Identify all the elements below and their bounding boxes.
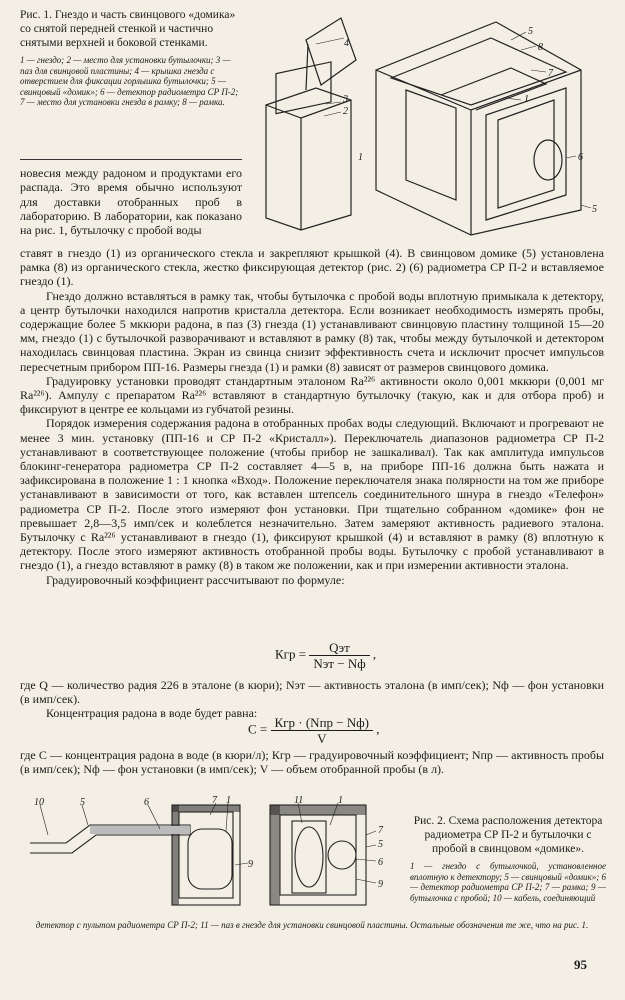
fig2-label-1: 1 bbox=[226, 795, 231, 806]
fig1-label-7: 7 bbox=[548, 68, 553, 79]
figure-1-caption-title: Рис. 1. Гнездо и часть свинцового «домика» со снятой передней стенкой и частично снятыми верхней и боковой стенками. bbox=[20, 9, 236, 49]
fig2-right-lead-wall bbox=[270, 805, 280, 905]
formula-1-denominator: Nэт − Nф bbox=[313, 656, 366, 671]
fig2-label-5: 5 bbox=[80, 797, 85, 808]
left-column-text: новесия между радоном и продуктами его распада. Это время обычно используют для доставки отобранных проб в лабораторию. В лаборатории, как показано на рис. 1, бутылочку с пробой воды bbox=[20, 166, 242, 238]
fig2-label-5r: 5 bbox=[378, 839, 383, 850]
fig1-label-5b: 5 bbox=[592, 204, 597, 215]
formula-2 bbox=[20, 715, 604, 749]
formula-1-tail: , bbox=[372, 646, 377, 662]
fig2-label-11: 11 bbox=[294, 795, 304, 806]
fig2-label-1r: 1 bbox=[338, 795, 343, 806]
concentration-intro: Концентрация радона в воде будет равна: bbox=[46, 706, 258, 721]
fig1-label-6: 6 bbox=[578, 152, 583, 163]
fig2-label-6r: 6 bbox=[378, 857, 383, 868]
formula-1-fraction bbox=[309, 640, 369, 671]
fig1-label-5: 5 bbox=[528, 26, 533, 37]
figure-1-caption-legend: 1 — гнездо; 2 — место для установки бутылочки; 3 — паз для свинцовой пластины; 4 — крышка гнезда с отверстием для фиксации горлышка бутылочки; 5 — свинцовый «домик»; 6 — детектор радиометра СР П-2; 7 — место для установки гнезда в рамку; 8 — рамка. bbox=[20, 55, 239, 108]
figure-1-caption bbox=[20, 8, 240, 108]
fig1-label-3: 3 bbox=[343, 94, 348, 105]
formula-2-numerator: Кгр · (Nпр − Nф) bbox=[271, 715, 373, 731]
page-number: 95 bbox=[574, 957, 587, 972]
formula-1 bbox=[20, 640, 604, 674]
fig2-label-10: 10 bbox=[34, 797, 44, 808]
fig1-label-1: 1 bbox=[358, 152, 363, 163]
paragraph-3: Градуировку установки проводят стандартным эталоном Ra²²⁶ активности около 0,001 мккюри (0,001 мг Ra²²⁶). Ампулу с препаратом Ra²²⁶ вставляют в стандартную бутылочку (такую, как и для отбора проб) и фиксируют в центре ее кольцами из губчатой резины. bbox=[20, 373, 604, 417]
caption-divider bbox=[20, 159, 242, 160]
fig2-right-lead-top bbox=[270, 805, 366, 815]
fig1-label-2: 2 bbox=[343, 106, 348, 117]
formula-2-fraction bbox=[271, 715, 373, 746]
fig2-cable bbox=[90, 826, 190, 834]
paragraph-2: Гнездо должно вставляться в рамку так, чтобы бутылочка с пробой воды вплотную примыкала к детектору, а центр бутылочки находился напротив кристалла детектора. Если возникает необходимость измерять пробы, содержащие более 5 мккюри радона, в паз (3) гнезда (1) устанавливают свинцовую пластину толщиной 15—20 мм, гнездо (1) с бутылочкой разворачивают и вставляют в рамку (8) так, чтобы между бутылочкой и детектором находилась свинцовая пластина. Экран из свинца снизит эффективность счета и исключит просчет импульсов пересчетным прибором ПП-16. Размеры гнезда (1) и рамки (8) зависят от размеров свинцового домика. bbox=[20, 288, 604, 374]
fig2-left-lead-top bbox=[172, 805, 240, 812]
fig2-label-7: 7 bbox=[212, 795, 217, 806]
formula-2-explanation: где C — концентрация радона в воде (в кюри/л); Кгр — градуировочный коэффициент; Nпр — активность пробы (в имп/сек); Nф — фон установки (в имп/сек); V — объем отобранной пробы (в л). bbox=[20, 748, 604, 777]
fig1-label-1b: 1 bbox=[524, 94, 529, 105]
fig1-label-8: 8 bbox=[538, 42, 543, 53]
fig2-label-9r: 9 bbox=[378, 879, 383, 890]
paragraph-1: ставят в гнездо (1) из органического стекла и закрепляют крышкой (4). В свинцовом домике (5) установлена рамка (8) из органического стекла, жестко фиксирующая детектор (рис. 2) (6) радиометра СР П-2 и вставляемое гнездо (1). bbox=[20, 246, 604, 289]
formula-1-numerator: Qэт bbox=[309, 640, 369, 656]
formula-2-denominator: V bbox=[317, 731, 327, 746]
figure-1-drawing bbox=[246, 10, 606, 240]
fig2-label-9: 9 bbox=[248, 859, 253, 870]
figure-2-caption-continued: детектор с пультом радиометра СР П-2; 11 — паз в гнезде для установки свинцовой пластины. Остальные обозначения те же, что на рис. 1. bbox=[35, 920, 589, 930]
paragraph-4: Порядок измерения содержания радона в отобранных пробах воды следующий. Включают и прогревают не менее 3 мин. установку (ПП-16 и СР П-2 «Кристалл»). Переключатель диапазонов радиометра СР П-2 устанавливают в соответствующее положение (чтобы прибор не зашкаливал). Так как амплитуда импульсов блокинг-генератора радиометра СР П-2 составляет 4—5 в, на приборе ПП-16 должна быть нажата и зафиксирована в положение 1 : 1 кнопка «Вход». Положение переключателя знака полярности на том же приборе устанавливают в зависимости от того, как вставлен штепсель соединительного шнура в гнездо «Телефон» радиометра СР П-2. После этого измеряют фон установки. При тщательно собранном «домике» фон не превышает 2,8—3,5 имп/сек и колеблется незначительно. Затем замеряют активность радиевого эталона. Бутылочку с Ra²²⁶ устанавливают в гнездо (1), фиксируют крышкой (4) и вставляют в рамку (8) вплотную к детектору. После этого измеряют активность отобранной пробы воды. Бутылочку с пробой устанавливают в гнездо (1), а гнездо вставляют в рамку (8) в таком же положении, как и при измерении активности эталона. bbox=[20, 416, 604, 573]
figure-2-drawing bbox=[30, 795, 400, 917]
after-formula-2 bbox=[20, 748, 604, 776]
figure-2-caption-title: Рис. 2. Схема расположения детектора радиометра СР П-2 и бутылочки с пробой в свинцовом «домике». bbox=[413, 815, 603, 855]
formula-1-explanation: где Q — количество радия 226 в эталоне (в кюри); Nэт — активность эталона (в имп/сек); Nф — фон установки (в имп/сек). bbox=[20, 678, 604, 707]
figure-2-caption-legend: 1 — гнездо с бутылочкой, установленное вплотную к детектору; 5 — свинцовый «домик»; 6 — детектор радиометра СР П-2; 7 — рамка; 9 — бутылочка с пробой; 10 — кабель, соединяющий bbox=[410, 861, 607, 903]
main-text bbox=[20, 246, 604, 587]
fig2-label-6: 6 bbox=[144, 797, 149, 808]
fig2-left-lead-wall bbox=[172, 805, 179, 905]
figure-2-caption bbox=[410, 814, 606, 903]
formula-1-lhs: Кгр = bbox=[275, 646, 307, 662]
fig1-label-4: 4 bbox=[344, 38, 349, 49]
formula-2-tail: , bbox=[376, 721, 380, 737]
formula-2-lhs: C = bbox=[248, 721, 268, 737]
paragraph-5: Градуировочный коэффициент рассчитывают по формуле: bbox=[46, 572, 345, 587]
fig2-label-7r: 7 bbox=[378, 825, 383, 836]
